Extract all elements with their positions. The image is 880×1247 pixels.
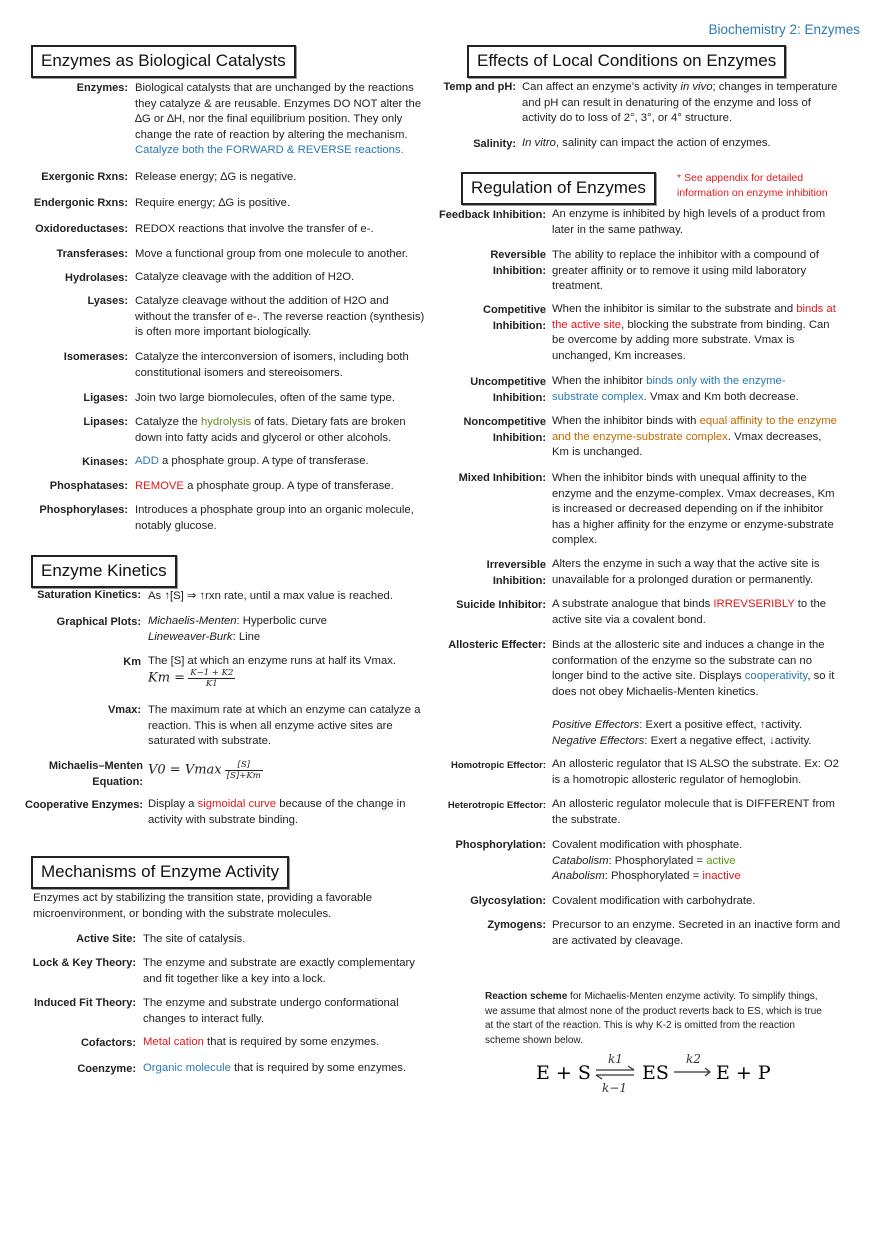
catabolism-line <box>552 854 842 870</box>
def-coenzyme <box>143 1061 433 1077</box>
negative-effectors <box>552 734 842 750</box>
def-lipases-highlight: hydrolysis <box>200 416 252 428</box>
term-lock-key: Lock & Key Theory: <box>32 957 136 969</box>
def-mixed: When the inhibitor binds with unequal affinity to the enzyme and the enzyme-complex. Vmax decreases, Km is increased or decreased depending on if the inhibitor has a higher affinity for the enzyme or enzyme-substrate complex. <box>552 472 835 546</box>
def-phosphatases-highlight: REMOVE <box>135 480 184 492</box>
term-coenzyme: Coenzyme: <box>77 1063 136 1075</box>
def-cooperative <box>148 797 433 828</box>
term-allosteric: Allosteric Effecter: <box>448 639 546 651</box>
mm-equation-fraction <box>225 760 263 781</box>
def-salinity <box>522 136 847 152</box>
def-competitive-pre: When the inhibitor is similar to the substrate and <box>552 303 797 315</box>
appendix-note: * See appendix for detailed information on enzyme inhibition <box>677 172 828 199</box>
catabolism-highlight: active <box>706 854 736 867</box>
def-hydrolases: Catalyze cleavage with the addition of H2O. <box>135 271 355 283</box>
section-title-mechanisms: Mechanisms of Enzyme Activity <box>31 856 289 889</box>
term-cofactors: Cofactors: <box>80 1037 136 1049</box>
section-title-kinetics: Enzyme Kinetics <box>31 555 177 588</box>
km-formula-denominator: K1 <box>205 679 218 689</box>
negative-effectors-label: Negative Effectors <box>552 734 645 747</box>
def-lyases: Catalyze cleavage without the addition of H2O and without the transfer of e-. The reverse reaction (synthesis) is often more important biologically. <box>135 295 425 338</box>
term-temp-ph: Temp and pH: <box>443 81 516 93</box>
plot-mm-desc: : Hyperbolic curve <box>236 615 327 627</box>
def-saturation: As ↑[S] ⇒ ↑rxn rate, until a max value is reached. <box>148 590 393 602</box>
term-endergonic: Endergonic Rxns: <box>33 197 128 209</box>
term-glycosylation: Glycosylation: <box>470 895 546 907</box>
term-ligases: Ligases: <box>83 392 128 404</box>
km-formula <box>148 668 235 689</box>
km-formula-numerator: K−1 + K2 <box>190 668 234 678</box>
term-suicide: Suicide Inhibitor: <box>456 599 546 611</box>
def-allosteric-pre: Binds at the allosteric site and induces a change in the conformation of the enzyme so the substrate can no longer bind to the active site. Displays <box>552 639 825 682</box>
def-enzymes-text: Biological catalysts that are unchanged by the reactions they catalyze & are reusable. Enzymes DO NOT alter the ∆G or ∆H, nor the final equilibrium position. They only change the rate of reaction by altering the mechanism. <box>135 82 422 141</box>
def-phosphatases-post: a phosphate group. A type of transferase. <box>183 480 394 492</box>
positive-effectors-label: Positive Effectors <box>552 719 640 731</box>
def-suicide-highlight: IRREVSERIBLY <box>713 598 795 610</box>
term-graphical-plots: Graphical Plots: <box>56 616 141 628</box>
def-enzymes <box>135 81 435 159</box>
def-cofactors-post: that is required by some enzymes. <box>203 1036 380 1048</box>
plot-lb-line <box>148 630 438 646</box>
def-graphical-plots <box>148 614 438 645</box>
term-heterotropic: Heterotropic Effector: <box>447 800 546 811</box>
def-noncompetitive-post: . Vmax decreases, Km is unchanged. <box>552 430 822 458</box>
def-noncompetitive-pre: When the inhibitor binds with <box>552 415 700 427</box>
def-vmax: The maximum rate at which an enzyme can catalyze a reaction. This is when all enzyme active sites are saturated with substrate. <box>148 704 421 747</box>
km-formula-lhs: Km = <box>148 670 186 686</box>
reaction-scheme-svg <box>530 1046 780 1101</box>
def-lock-key: The enzyme and substrate are exactly complementary and fit together like a key into a lock. <box>143 957 415 985</box>
positive-effectors <box>552 718 842 734</box>
term-competitive: Competitive Inhibition: <box>483 304 546 332</box>
def-cofactors <box>143 1035 433 1051</box>
def-km: The [S] at which an enzyme runs at half its Vmax. <box>148 655 397 667</box>
def-competitive-post: , blocking the substrate from binding. Can be overcome by adding more substrate. Vmax is unchanged, Km increases. <box>552 318 830 362</box>
term-noncompetitive: Noncompetitive Inhibition: <box>463 416 546 444</box>
anabolism-label: Anabolism <box>552 870 605 882</box>
def-cooperative-post: because of the change in activity with substrate binding. <box>148 798 406 826</box>
term-lyases: Lyases: <box>87 295 128 307</box>
reaction-scheme-note-text: for Michaelis-Menten enzyme activity. To simplify things, we assume that almost none of the product reverts back to ES, which is true at the start of the reaction. This is why K-2 is omitted from the reaction scheme shown below. <box>485 991 822 1046</box>
def-ligases: Join two large biomolecules, often of the same type. <box>135 392 395 404</box>
def-exergonic: Release energy; ∆G is negative. <box>135 171 297 183</box>
term-phosphatases: Phosphatases: <box>49 480 128 492</box>
mm-equation-denominator: [S]+Km <box>226 771 261 781</box>
def-uncompetitive-pre: When the inhibitor <box>552 375 647 387</box>
def-kinases-post: a phosphate group. A type of transferase. <box>158 455 369 467</box>
term-uncompetitive: Uncompetitive Inhibition: <box>470 376 546 404</box>
def-endergonic: Require energy; ∆G is positive. <box>135 197 291 209</box>
reaction-lhs: E + S <box>536 1062 591 1084</box>
reaction-rhs: E + P <box>716 1062 771 1084</box>
def-temp-ph-italic: in vivo <box>680 81 713 93</box>
plot-mm-line <box>148 614 438 630</box>
def-suicide <box>552 597 842 628</box>
mm-equation-lhs: V0 = Vmax <box>148 762 222 778</box>
def-salinity-rest: , salinity can impact the action of enzymes. <box>555 137 771 149</box>
def-coenzyme-post: that is required by some enzymes. <box>230 1062 407 1074</box>
def-allosteric <box>552 638 842 700</box>
def-allosteric-highlight: cooperativity <box>744 670 808 682</box>
term-zymogens: Zymogens: <box>487 919 546 931</box>
def-lipases <box>135 415 435 446</box>
def-phosphorylation-text: Covalent modification with phosphate. <box>552 839 743 851</box>
def-glycosylation: Covalent modification with carbohydrate. <box>552 895 756 907</box>
term-lipases: Lipases: <box>83 416 128 428</box>
def-active-site: The site of catalysis. <box>143 933 246 945</box>
reaction-k-minus-1: k−1 <box>602 1081 627 1095</box>
negative-effectors-desc: : Exert a negative effect, ↓activity. <box>644 734 812 747</box>
term-salinity: Salinity: <box>473 138 516 150</box>
term-active-site: Active Site: <box>76 933 136 945</box>
def-suicide-post: to the active site via a covalent bond. <box>552 598 827 626</box>
def-kinases <box>135 454 435 470</box>
reaction-k1: k1 <box>608 1052 623 1066</box>
def-allosteric-post: , so it does not obey Michaelis-Menten kinetics. <box>552 670 835 698</box>
def-oxidoreductases: REDOX reactions that involve the transfer of e-. <box>135 223 374 235</box>
def-reversible: The ability to replace the inhibitor with a compound of greater affinity or to remove it using mild laboratory treatment. <box>552 249 819 292</box>
def-uncompetitive-highlight: binds only with the enzyme-substrate complex <box>552 375 786 403</box>
mechanisms-intro: Enzymes act by stabilizing the transition state, providing a favorable microenvironment, or bonding with the substrate molecules. <box>33 892 373 920</box>
reaction-scheme-note <box>485 990 830 1048</box>
anabolism-desc: : Phosphorylated = <box>604 870 703 882</box>
term-hydrolases: Hydrolases: <box>65 272 128 284</box>
def-isomerases: Catalyze the interconversion of isomers, including both constitutional isomers and stereoisomers. <box>135 351 409 379</box>
def-suicide-pre: A substrate analogue that binds <box>552 598 714 610</box>
def-lipases-post: of fats. Dietary fats are broken down into fatty acids and glycerol or other alcohols. <box>135 416 406 444</box>
term-enzymes: Enzymes: <box>76 82 128 94</box>
def-enzymes-highlight: Catalyze both the FORWARD & REVERSE reactions. <box>135 144 404 156</box>
reaction-k2: k2 <box>686 1052 701 1066</box>
plot-lb-name: Lineweaver-Burk <box>148 630 233 643</box>
term-phosphorylation: Phosphorylation: <box>455 839 546 851</box>
effectors-list <box>552 718 842 749</box>
def-noncompetitive-highlight: equal affinity to the enzyme and the enzyme-substrate complex <box>552 415 837 443</box>
def-zymogens: Precursor to an enzyme. Secreted in an inactive form and are activated by cleavage. <box>552 919 841 947</box>
section-title-catalysts: Enzymes as Biological Catalysts <box>31 45 296 78</box>
reaction-es: ES <box>642 1062 669 1084</box>
term-homotropic: Homotropic Effector: <box>451 760 546 771</box>
def-competitive <box>552 302 837 364</box>
term-km: Km <box>123 656 141 668</box>
def-uncompetitive <box>552 374 832 405</box>
term-feedback: Feedback Inhibition: <box>439 209 546 221</box>
catabolism-label: Catabolism <box>552 854 609 867</box>
def-lipases-pre: Catalyze the <box>135 416 201 428</box>
def-coenzyme-highlight: Organic molecule <box>143 1062 231 1074</box>
def-temp-ph <box>522 80 847 127</box>
def-phosphorylases: Introduces a phosphate group into an organic molecule, notably glucose. <box>135 504 414 532</box>
catabolism-desc: : Phosphorylated = <box>608 854 707 867</box>
anabolism-highlight: inactive <box>702 870 741 882</box>
term-irreversible: Irreversible Inhibition: <box>486 559 546 587</box>
mm-equation-numerator: [S] <box>225 760 263 771</box>
plot-mm-name: Michaelis-Menten <box>148 615 237 627</box>
term-vmax: Vmax: <box>107 704 141 716</box>
term-oxidoreductases: Oxidoreductases: <box>35 223 128 235</box>
term-exergonic: Exergonic Rxns: <box>41 171 128 183</box>
def-feedback: An enzyme is inhibited by high levels of a product from later in the same pathway. <box>552 208 826 236</box>
def-cofactors-highlight: Metal cation <box>143 1036 204 1048</box>
document-header: Biochemistry 2: Enzymes <box>708 22 860 37</box>
term-mm-equation: Michaelis–Menten Equation: <box>48 760 143 788</box>
def-induced-fit: The enzyme and substrate undergo conformational changes to interact fully. <box>143 997 399 1025</box>
def-noncompetitive <box>552 414 837 461</box>
section-title-local-conditions: Effects of Local Conditions on Enzymes <box>467 45 786 78</box>
term-induced-fit: Induced Fit Theory: <box>33 997 136 1009</box>
term-reversible: Reversible Inhibition: <box>490 249 546 277</box>
def-cooperative-pre: Display a <box>148 798 198 810</box>
term-phosphorylases: Phosphorylases: <box>39 504 128 516</box>
def-homotropic: An allosteric regulator that IS ALSO the substrate. Ex: O2 is a homotropic allosteric regulator of hemoglobin. <box>552 758 839 786</box>
def-transferases: Move a functional group from one molecule to another. <box>135 248 409 260</box>
def-competitive-highlight: binds at the active site <box>552 303 836 331</box>
def-cooperative-highlight: sigmoidal curve <box>197 798 277 810</box>
reaction-scheme <box>530 1046 780 1101</box>
def-irreversible: Alters the enzyme in such a way that the active site is unavailable for a prolonged duration or permanently. <box>552 558 820 586</box>
term-saturation: Saturation Kinetics: <box>37 589 141 601</box>
def-phosphorylation <box>552 838 842 885</box>
def-temp-ph-pre: Can affect an enzyme’s activity <box>522 81 681 93</box>
km-formula-fraction <box>188 668 235 689</box>
term-isomerases: Isomerases: <box>63 351 128 363</box>
def-salinity-italic: In vitro <box>522 137 556 149</box>
section-title-regulation: Regulation of Enzymes <box>461 172 656 205</box>
term-transferases: Transferases: <box>56 248 128 260</box>
positive-effectors-desc: : Exert a positive effect, ↑activity. <box>639 719 803 731</box>
anabolism-line <box>552 869 842 885</box>
def-phosphatases <box>135 479 435 495</box>
mm-equation <box>148 760 263 781</box>
term-kinases: Kinases: <box>82 456 128 468</box>
def-heterotropic: An allosteric regulator molecule that is DIFFERENT from the substrate. <box>552 798 835 826</box>
def-uncompetitive-post: . Vmax and Km both decrease. <box>643 390 799 403</box>
term-mixed: Mixed Inhibition: <box>458 472 546 484</box>
term-cooperative: Cooperative Enzymes: <box>25 799 143 811</box>
def-temp-ph-post: ; changes in temperature and pH can result in denaturing of the enzyme and loss of activity do to loss of 2°, 3°, or 4° structure. <box>522 81 838 124</box>
def-kinases-highlight: ADD <box>135 455 159 467</box>
reaction-scheme-note-title: Reaction scheme <box>485 991 568 1002</box>
plot-lb-desc: : Line <box>232 630 261 643</box>
